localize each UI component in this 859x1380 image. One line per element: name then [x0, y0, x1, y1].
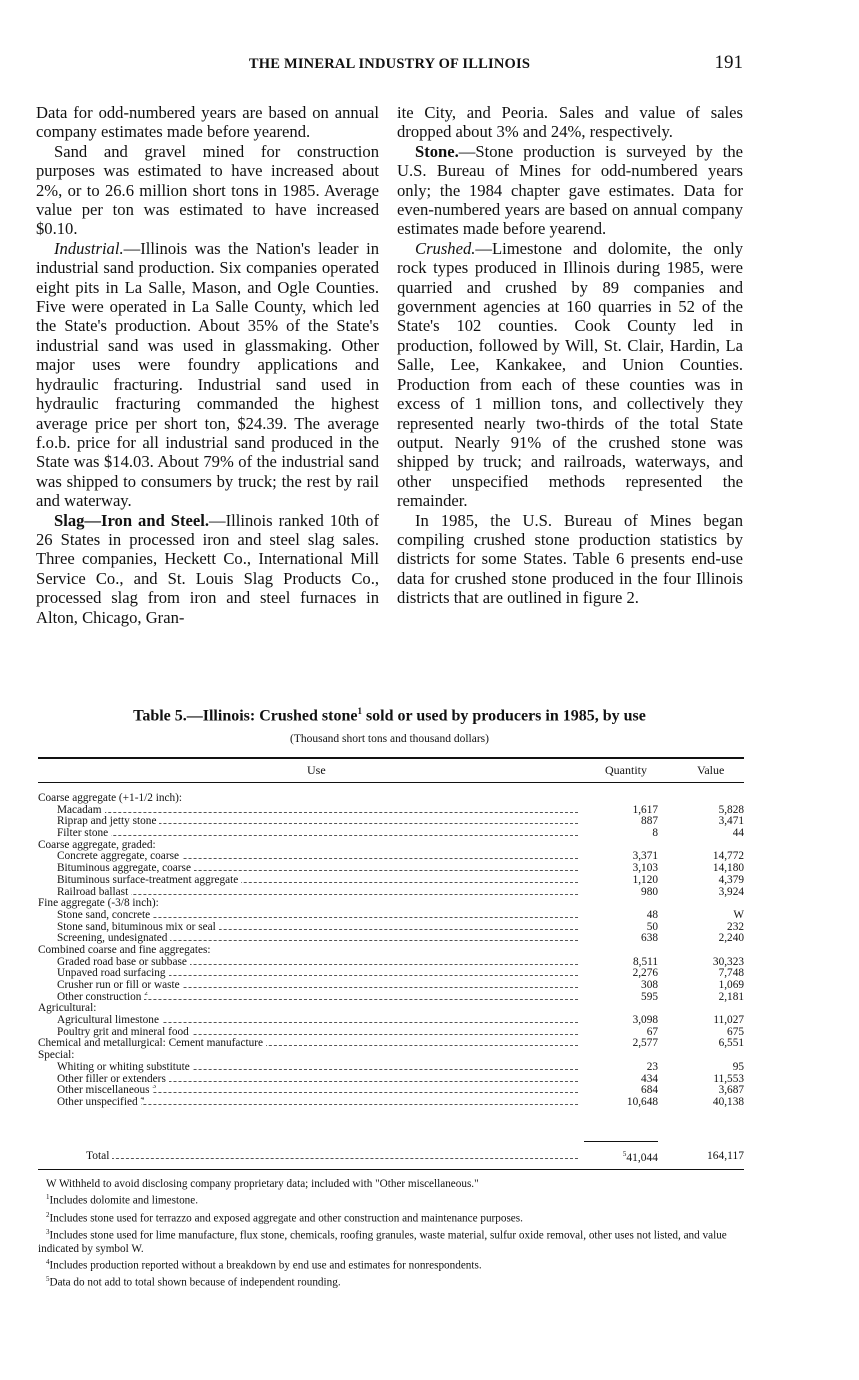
row-label: Riprap and jetty stone	[38, 816, 159, 827]
row-label-cell	[38, 957, 578, 969]
row-label: Agricultural limestone	[38, 1015, 162, 1026]
row-label-cell	[38, 887, 578, 899]
footnote-text: Includes stone used for terrazzo and exposed aggregate and other construction and maintenance purposes.	[49, 1212, 523, 1225]
footnote-w: W Withheld to avoid disclosing company proprietary data; included with "Other miscellaneous."	[46, 1178, 479, 1190]
row-label: Filter stone	[38, 828, 111, 839]
table-total-row	[38, 1150, 744, 1164]
row-value: 1,069	[718, 979, 744, 991]
dot-leader	[38, 812, 578, 813]
table-title-main: Table 5.—Illinois: Crushed stone	[133, 707, 358, 725]
row-label-cell	[38, 992, 578, 1004]
row-label: Poultry grit and mineral food	[38, 1027, 192, 1038]
paragraph	[397, 239, 743, 511]
row-label-cell	[38, 898, 578, 910]
footnote-mark: 2	[144, 992, 148, 997]
table-body	[38, 793, 744, 1109]
dot-leader	[86, 1158, 578, 1159]
footnote-text: Includes production reported without a breakdown by end use and estimates for nonrespondents.	[49, 1259, 482, 1272]
row-quantity: 434	[641, 1072, 658, 1085]
total-quantity-value: 41,044	[626, 1151, 658, 1164]
table-row	[38, 1038, 744, 1050]
row-quantity: 308	[641, 979, 658, 991]
section-heading-industrial: Industrial.	[54, 238, 124, 258]
column-header-value: Value	[697, 763, 725, 777]
row-quantity: 67	[646, 1025, 658, 1038]
table-subtitle: (Thousand short tons and thousand dollars)	[290, 733, 489, 745]
footnote-2	[38, 1209, 744, 1226]
row-label-cell	[38, 863, 578, 875]
table-row	[38, 805, 744, 817]
table-row	[38, 887, 744, 899]
total-value: 164,117	[707, 1150, 744, 1162]
table-title	[36, 706, 743, 725]
table-row	[38, 793, 744, 805]
page-number: 191	[714, 52, 743, 73]
table-row	[38, 992, 744, 1004]
row-value: 3,924	[718, 885, 744, 898]
row-value: 30,323	[712, 955, 744, 968]
sum-rule	[584, 1141, 658, 1142]
paragraph	[36, 239, 379, 511]
row-quantity: 3,371	[632, 850, 658, 863]
row-quantity: 10,648	[626, 1095, 658, 1108]
running-title: THE MINERAL INDUSTRY OF ILLINOIS	[248, 56, 531, 72]
table-row	[38, 898, 744, 910]
footnote-text: Includes dolomite and limestone.	[49, 1195, 199, 1208]
row-label: Other construction	[38, 992, 144, 1003]
footnote-mark: 3	[153, 1085, 157, 1090]
footnote-text: Data do not add to total shown because of independent rounding.	[49, 1277, 341, 1290]
row-label-cell	[38, 945, 578, 957]
row-value: 40,138	[712, 1095, 744, 1108]
footnote-mark: 1	[357, 706, 362, 716]
row-quantity: 638	[641, 932, 658, 945]
paragraph-text: —Illinois was the Nation's leader in industrial sand production. Six companies operated eight pits in La Salle, Mason, and Ogle Counties. Five were operated in La Salle County, which led the State's production. About 35% of the State's industrial sand was used in glassmaking. Other major uses were foundry applications and hydraulic fracturing. Industrial sand used in hydraulic fracturing commanded the highest average price per short ton, $24.39. The average f.o.b. price for all industrial sand produced in the State was $14.03. About 79% of the industrial sand was shipped to consumers by truck; the rest by rail and waterway.	[36, 238, 379, 511]
row-label-cell	[38, 1050, 578, 1062]
row-label: Other miscellaneous	[38, 1085, 153, 1096]
column-header-quantity: Quantity	[605, 763, 647, 777]
table-row	[38, 922, 744, 934]
row-label: Combined coarse and fine aggregates:	[38, 945, 214, 956]
row-label-cell	[38, 1027, 578, 1039]
row-quantity: 1,617	[632, 803, 658, 816]
table-header-rule	[38, 782, 744, 783]
row-value: 5,828	[718, 803, 744, 816]
row-value: 44	[732, 827, 744, 840]
row-value: 2,181	[718, 990, 744, 1003]
row-label: Other filler or extenders	[38, 1074, 169, 1085]
row-label-cell	[38, 1038, 578, 1050]
paragraph	[36, 511, 379, 627]
footnote-mark: 4	[46, 1258, 50, 1267]
row-value: 6,551	[718, 1037, 744, 1050]
row-label-cell	[38, 922, 578, 934]
row-label: Agricultural:	[38, 1003, 99, 1014]
row-label: Unpaved road surfacing	[38, 968, 169, 979]
footnote-mark: 1	[46, 1193, 50, 1202]
row-label: Crusher run or fill or waste	[38, 980, 183, 991]
table-row	[38, 875, 744, 887]
table-row	[38, 945, 744, 957]
paragraph	[397, 142, 743, 239]
row-quantity: 2,577	[632, 1037, 658, 1050]
section-heading-slag: Slag—Iron and Steel.	[54, 510, 210, 530]
footnote-mark: 5	[622, 1150, 627, 1158]
footnote-5	[38, 1273, 744, 1290]
total-label-cell	[86, 1150, 578, 1162]
column-header-use: Use	[307, 763, 326, 777]
paragraph: Sand and gravel mined for construction purposes was estimated to have increased about 2%, or to 26.6 million short tons in 1985. Average value per ton was estimated to have increased $0.10.	[36, 141, 379, 239]
row-label-cell	[38, 828, 578, 840]
total-label: Total	[86, 1150, 112, 1162]
dot-leader	[38, 835, 578, 836]
row-value: 95	[732, 1060, 744, 1073]
row-label-cell	[38, 933, 578, 945]
footnote-mark: 5	[46, 1275, 50, 1284]
row-value: 3,471	[718, 815, 744, 828]
row-quantity: 8,511	[633, 955, 658, 968]
row-label: Graded road base or subbase	[38, 957, 190, 968]
row-label-cell	[38, 793, 578, 805]
row-quantity: 8	[652, 827, 658, 840]
row-label-cell	[38, 1097, 578, 1109]
row-value: 232	[727, 920, 744, 933]
footnote-mark: 3	[46, 1227, 50, 1236]
row-label-cell	[38, 1003, 578, 1015]
paragraph-text: —Illinois ranked 10th of 26 States in processed iron and steel slag sales. Three companies, Heckett Co., International Mill Service Co., and St. Louis Slag Products Co., processed slag from iron and steel furnaces in Alton, Chicago, Gran-	[36, 510, 379, 627]
table-footnotes	[38, 1178, 744, 1291]
row-quantity: 23	[646, 1060, 658, 1073]
table-row	[38, 1062, 744, 1074]
table-row	[38, 828, 744, 840]
right-column	[397, 103, 743, 608]
table-row	[38, 1050, 744, 1062]
row-value: 11,553	[713, 1072, 744, 1085]
row-quantity: 1,120	[632, 873, 658, 886]
section-heading-crushed: Crushed.	[415, 238, 476, 258]
row-label: Whiting or whiting substitute	[38, 1062, 193, 1073]
left-column	[36, 103, 379, 627]
row-quantity: 3,103	[632, 862, 658, 875]
row-label-cell	[38, 840, 578, 852]
row-quantity: 2,276	[632, 967, 658, 980]
table-row	[38, 1097, 744, 1109]
row-label: Screening, undesignated	[38, 933, 170, 944]
row-label: Bituminous aggregate, coarse	[38, 863, 194, 874]
footnote-mark: 2	[46, 1210, 50, 1219]
paragraph: Data for odd-numbered years are based on annual company estimates made before yearend.	[36, 103, 379, 142]
table-row	[38, 910, 744, 922]
paragraph-text: —Stone production is surveyed by the U.S. Bureau of Mines for odd-numbered years only; the 1984 chapter gave estimates. Data for even-numbered years are based on annual company estimates made before yearend.	[397, 141, 743, 239]
table-row	[38, 968, 744, 980]
row-quantity: 3,098	[632, 1014, 658, 1027]
footnote-3	[38, 1226, 744, 1257]
row-label-cell	[38, 1085, 578, 1097]
row-label-cell	[38, 910, 578, 922]
paragraph-text: —Limestone and dolomite, the only rock types produced in Illinois during 1985, were quarried and crushed by 89 companies and government agencies at 160 quarries in 52 of the State's 102 counties. Cook County led in production, followed by Will, St. Clair, Hardin, La Salle, Lee, Kankakee, and Union Counties. Production from each of these counties was in excess of 1 million tons, and collectively they represented nearly two-thirds of the total State output. Nearly 91% of the crushed stone was shipped by truck; and railroads, waterways, and other unspecified methods represented the remainder.	[397, 238, 743, 511]
row-quantity: 684	[641, 1084, 658, 1097]
row-value: 11,027	[713, 1014, 744, 1027]
row-value: 3,687	[718, 1084, 744, 1097]
row-label: Concrete aggregate, coarse	[38, 851, 182, 862]
footnote-mark: 4	[141, 1097, 145, 1102]
row-label-cell	[38, 805, 578, 817]
row-label-cell	[38, 1074, 578, 1086]
row-label: Chemical and metallurgical: Cement manufacture	[38, 1038, 266, 1049]
table-row	[38, 933, 744, 945]
total-quantity	[578, 1150, 658, 1164]
row-value: 7,748	[718, 967, 744, 980]
row-quantity: 50	[646, 920, 658, 933]
row-quantity: 48	[646, 908, 658, 921]
row-value: 14,180	[712, 862, 744, 875]
row-quantity: 595	[641, 990, 658, 1003]
footnote-1	[38, 1191, 744, 1208]
row-value: 4,379	[718, 873, 744, 886]
row-label: Stone sand, bituminous mix or seal	[38, 922, 219, 933]
footnote-text: Includes stone used for lime manufacture, flux stone, chemicals, roofing granules, waste material, sulfur oxide removal, other uses not listed, and value indicated by symbol W.	[38, 1229, 727, 1255]
row-value: 2,240	[718, 932, 744, 945]
section-heading-stone: Stone.	[415, 141, 459, 161]
table-title-rest: sold or used by producers in 1985, by use	[361, 707, 646, 725]
row-quantity: 887	[641, 815, 658, 828]
table-bottom-rule	[38, 1169, 744, 1170]
row-label: Coarse aggregate, graded:	[38, 840, 159, 851]
row-label: Bituminous surface-treatment aggregate	[38, 875, 241, 886]
row-value: W	[733, 908, 744, 921]
row-value: 675	[727, 1025, 744, 1038]
running-head	[36, 52, 743, 76]
row-label: Coarse aggregate (+1-1/2 inch):	[38, 793, 185, 804]
row-label-cell	[38, 816, 578, 828]
table-row	[38, 1015, 744, 1027]
row-label-cell	[38, 980, 578, 992]
row-label: Special:	[38, 1050, 77, 1061]
footnote-4	[38, 1256, 744, 1273]
row-label: Fine aggregate (-3/8 inch):	[38, 898, 162, 909]
row-label-cell	[38, 1015, 578, 1027]
paragraph: In 1985, the U.S. Bureau of Mines began compiling crushed stone production statistics by districts for some States. Table 6 presents end-use data for crushed stone produced in the four Illinois districts that are outlined in figure 2.	[397, 510, 743, 608]
row-quantity: 980	[641, 885, 658, 898]
row-value: 14,772	[712, 850, 744, 863]
table-row	[38, 1074, 744, 1086]
table-top-rule	[38, 757, 744, 759]
row-label-cell	[38, 1062, 578, 1074]
paragraph: ite City, and Peoria. Sales and value of sales dropped about 3% and 24%, respectively.	[397, 103, 743, 142]
row-label: Other unspecified	[38, 1097, 141, 1108]
table-row	[38, 980, 744, 992]
row-label-cell	[38, 968, 578, 980]
row-label: Stone sand, concrete	[38, 910, 153, 921]
table-row	[38, 816, 744, 828]
row-label-cell	[38, 875, 578, 887]
row-label: Railroad ballast	[38, 887, 131, 898]
row-label: Macadam	[38, 805, 105, 816]
row-label-cell	[38, 851, 578, 863]
